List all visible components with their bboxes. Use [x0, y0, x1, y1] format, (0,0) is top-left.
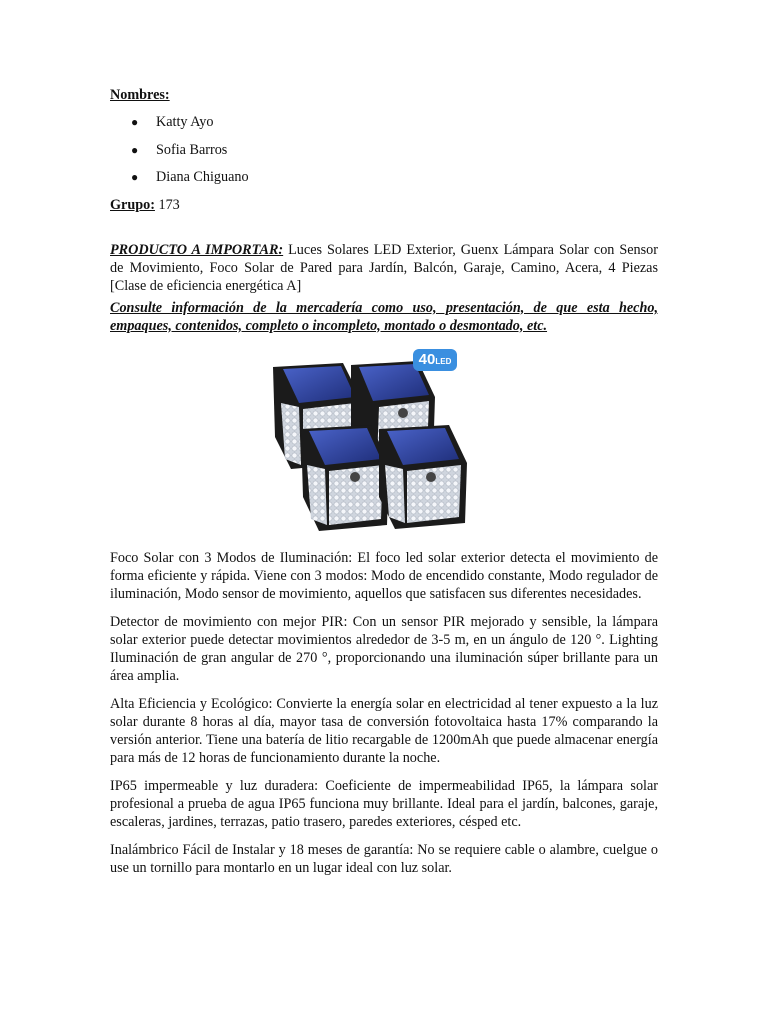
product-paragraph: PRODUCTO A IMPORTAR: Luces Solares LED Exterior, Guenx Lámpara Solar con Sensor de Movimiento, Foco Solar de Pared para Jardín, Balcón, Garaje, Camino, Acera, 4 Piezas [Clase de eficiencia energética A] — [110, 241, 658, 294]
names-list — [110, 113, 658, 196]
document-page — [110, 86, 658, 877]
paragraph-motion-detector: Detector de movimiento con mejor PIR: Con un sensor PIR mejorado y sensible, la lámpara solar exterior puede detectar movimientos alrededor de 3-5 m, en un ángulo de 120 °. Lighting Iluminación de gran angular de 270 °, proporcionando una iluminación súper brillante para un área amplia. — [110, 613, 658, 684]
list-item: ● Sofia Barros — [131, 141, 228, 158]
paragraph-installation: Inalámbrico Fácil de Instalar y 18 meses de garantía: No se requiere cable o alambre, cuelgue o use un tornillo para montarlo en un lugar ideal con luz solar. — [110, 841, 658, 876]
led-count-badge: 40LED — [413, 349, 457, 371]
paragraph-efficiency: Alta Eficiencia y Ecológico: Convierte la energía solar en electricidad al tener expuesto a la luz solar durante 8 horas al día, mayor tasa de conversión fotovoltaica hasta 17% comparando la versión anterior. Tiene una batería de litio recargable de 1200mAh que puede almacenar energía para más de 12 horas de funcionamiento durante la noche. — [110, 695, 658, 766]
paragraph-lighting-modes: Foco Solar con 3 Modos de Iluminación: El foco led solar exterior detecta el movimiento de forma eficiente y rápida. Viene con 3 modos: Modo de encendido constante, Modo regulador de iluminación, Modo sensor de movimiento, aquellos que satisfacen sus diferentes necesidades. — [110, 549, 658, 602]
consult-heading: Consulte información de la mercadería como uso, presentación, de que esta hecho, empaques, contenidos, completo o incompleto, montado o desmontado, etc. — [110, 299, 658, 334]
paragraph-waterproof: IP65 impermeable y luz duradera: Coeficiente de impermeabilidad IP65, la lámpara solar profesional a prueba de agua IP65 funciona muy brillante. Ideal para el jardín, balcones, garaje, escaleras, jardines, terrazas, patio trasero, paredes exteriores, césped etc. — [110, 777, 658, 830]
bullet-icon: ● — [131, 170, 139, 184]
names-heading: Nombres: — [110, 87, 170, 103]
lamp-unit-front-right — [379, 425, 467, 529]
solar-lights-illustration — [263, 347, 473, 537]
list-item: ● Diana Chiguano — [131, 169, 249, 185]
bullet-icon: ● — [131, 115, 139, 129]
product-image — [263, 347, 473, 537]
lamp-unit-front-left — [301, 425, 389, 531]
list-item: ● Katty Ayo — [131, 114, 214, 130]
group-line: Grupo: 173 — [110, 196, 180, 213]
bullet-icon: ● — [131, 142, 139, 157]
